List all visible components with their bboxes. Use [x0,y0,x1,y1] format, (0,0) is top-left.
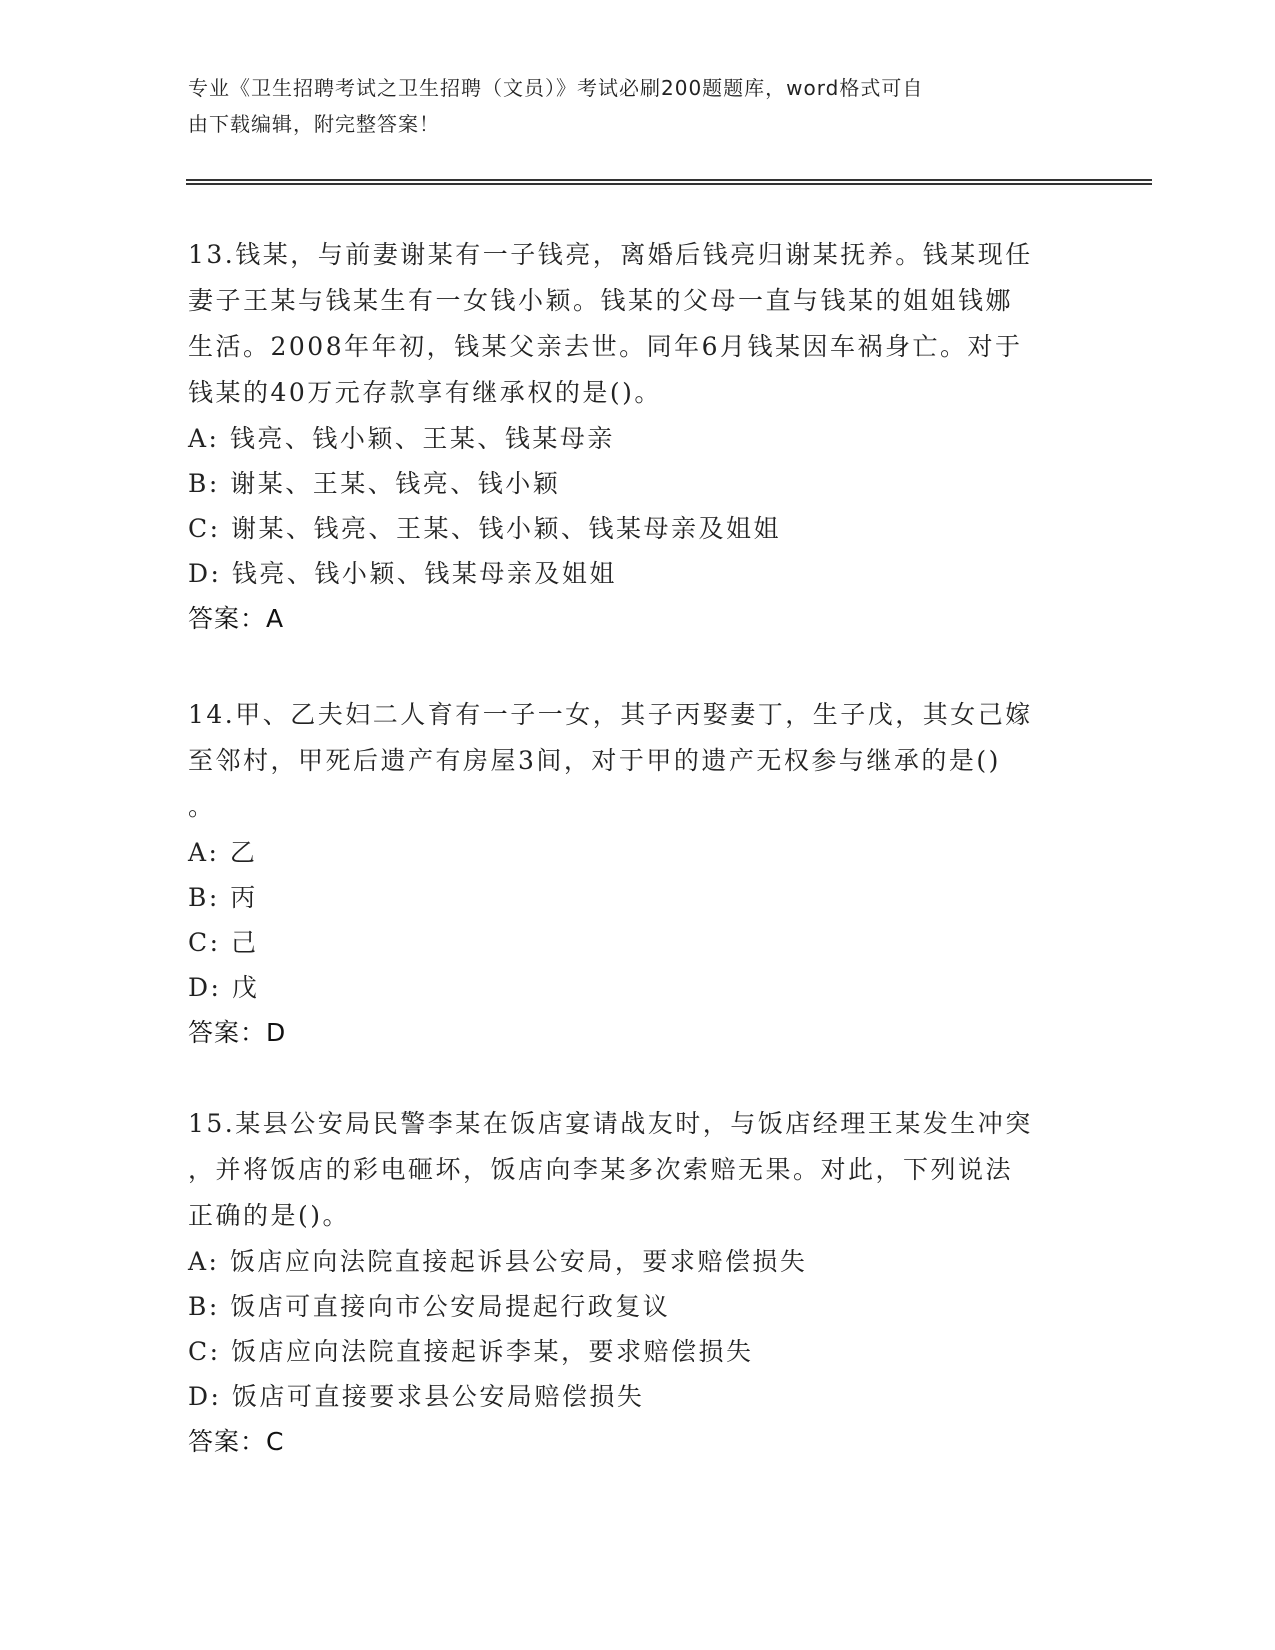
question-stem-line: 至邻村，甲死后遗产有房屋3间，对于甲的遗产无权参与继承的是() [188,746,1001,775]
option-c: C: 己 [188,928,259,957]
question-stem-line: 钱某的40万元存款享有继承权的是()。 [188,378,662,407]
option-c: C: 谢某、钱亮、王某、钱小颖、钱某母亲及姐姐 [188,514,781,543]
question-stem-line: 14.甲、乙夫妇二人育有一子一女，其子丙娶妻丁，生子戊，其女己嫁 [188,700,1033,729]
header-rule-top [186,179,1152,181]
option-b: B: 谢某、王某、钱亮、钱小颖 [188,469,561,498]
option-c: C: 饭店应向法院直接起诉李某，要求赔偿损失 [188,1337,754,1366]
option-d: D: 戊 [188,973,260,1002]
option-a: A: 钱亮、钱小颖、王某、钱某母亲 [188,424,615,453]
option-a: A: 乙 [188,838,258,867]
answer: 答案：A [188,604,285,633]
question-13 [188,232,1078,642]
question-stem-line: 生活。2008年年初，钱某父亲去世。同年6月钱某因车祸身亡。对于 [188,332,1023,361]
answer: 答案：D [188,1018,287,1047]
header-rule-bottom [186,183,1152,185]
question-stem-line: 15.某县公安局民警李某在饭店宴请战友时，与饭店经理王某发生冲突 [188,1109,1033,1138]
document-header [188,70,1068,142]
question-stem-line: 。 [188,792,216,821]
option-b: B: 丙 [188,883,258,912]
header-line-2: 由下载编辑，附完整答案！ [188,112,440,136]
question-stem-line: 妻子王某与钱某生有一女钱小颖。钱某的父母一直与钱某的姐姐钱娜 [188,286,1014,315]
option-a: A: 饭店应向法院直接起诉县公安局，要求赔偿损失 [188,1247,808,1276]
question-stem-line: 正确的是()。 [188,1201,351,1230]
option-d: D: 饭店可直接要求县公安局赔偿损失 [188,1382,645,1411]
option-b: B: 饭店可直接向市公安局提起行政复议 [188,1292,671,1321]
question-stem-line: ，并将饭店的彩电砸坏，饭店向李某多次索赔无果。对此，下列说法 [188,1155,1014,1184]
question-14 [188,692,1078,1056]
question-15 [188,1101,1078,1465]
answer: 答案：C [188,1427,285,1456]
option-d: D: 钱亮、钱小颖、钱某母亲及姐姐 [188,559,617,588]
question-stem-line: 13.钱某，与前妻谢某有一子钱亮，离婚后钱亮归谢某抚养。钱某现任 [188,240,1033,269]
header-line-1: 专业《卫生招聘考试之卫生招聘（文员）》考试必刷200题题库，word格式可自 [188,76,924,100]
